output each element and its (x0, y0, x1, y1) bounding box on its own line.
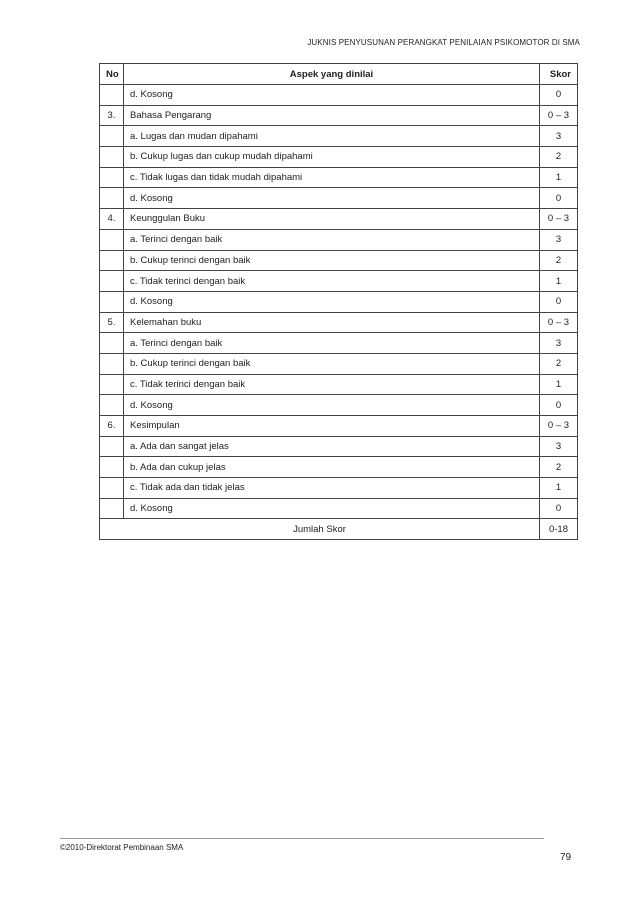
row-score: 0 – 3 (540, 312, 578, 333)
row-score: 0 – 3 (540, 105, 578, 126)
row-aspect: b. Cukup lugas dan cukup mudah dipahami (124, 147, 540, 168)
row-number (100, 250, 124, 271)
row-score: 0 (540, 188, 578, 209)
table-row (100, 457, 578, 478)
table-row (100, 478, 578, 499)
row-aspect: d. Kosong (124, 85, 540, 106)
row-aspect: d. Kosong (124, 498, 540, 519)
row-number (100, 457, 124, 478)
table-row (100, 85, 578, 106)
row-score: 0 – 3 (540, 416, 578, 437)
row-score: 1 (540, 167, 578, 188)
row-score: 2 (540, 353, 578, 374)
table-header-row (100, 64, 578, 85)
row-number: 6. (100, 416, 124, 437)
row-aspect: a. Terinci dengan baik (124, 229, 540, 250)
table-row (100, 271, 578, 292)
table-row (100, 250, 578, 271)
table-row (100, 374, 578, 395)
row-number: 3. (100, 105, 124, 126)
table-row (100, 416, 578, 437)
footer-copyright: ©2010-Direktorat Pembinaan SMA (60, 843, 184, 852)
row-aspect: a. Ada dan sangat jelas (124, 436, 540, 457)
row-score: 3 (540, 229, 578, 250)
row-number (100, 147, 124, 168)
row-aspect: c. Tidak terinci dengan baik (124, 374, 540, 395)
row-aspect: a. Lugas dan mudan dipahami (124, 126, 540, 147)
row-number (100, 436, 124, 457)
page-number: 79 (560, 852, 572, 863)
row-number: 4. (100, 209, 124, 230)
table-row (100, 188, 578, 209)
total-row (100, 519, 578, 540)
footer-divider (60, 838, 544, 839)
row-score: 0 (540, 395, 578, 416)
table-row (100, 209, 578, 230)
row-score: 1 (540, 374, 578, 395)
row-number (100, 374, 124, 395)
table-row (100, 498, 578, 519)
row-number: 5. (100, 312, 124, 333)
row-score: 2 (540, 250, 578, 271)
table-row (100, 436, 578, 457)
table-body (100, 85, 578, 519)
row-score: 0 (540, 291, 578, 312)
table-row (100, 229, 578, 250)
row-number (100, 395, 124, 416)
scoring-rubric-table (99, 63, 578, 540)
row-aspect: d. Kosong (124, 291, 540, 312)
table-row (100, 333, 578, 354)
column-header-no: No (100, 64, 124, 85)
row-aspect: b. Cukup terinci dengan baik (124, 353, 540, 374)
row-number (100, 498, 124, 519)
row-aspect: b. Cukup terinci dengan baik (124, 250, 540, 271)
row-number (100, 229, 124, 250)
row-number (100, 478, 124, 499)
row-aspect: d. Kosong (124, 188, 540, 209)
row-score: 3 (540, 126, 578, 147)
row-aspect: Keunggulan Buku (124, 209, 540, 230)
row-score: 1 (540, 478, 578, 499)
row-score: 0 (540, 498, 578, 519)
row-score: 3 (540, 436, 578, 457)
running-header: JUKNIS PENYUSUNAN PERANGKAT PENILAIAN PSIKOMOTOR DI SMA (307, 38, 580, 47)
row-score: 0 – 3 (540, 209, 578, 230)
total-score: 0-18 (540, 519, 578, 540)
row-score: 2 (540, 147, 578, 168)
table-row (100, 291, 578, 312)
row-aspect: Kelemahan buku (124, 312, 540, 333)
column-header-score: Skor (540, 64, 578, 85)
row-score: 0 (540, 85, 578, 106)
row-number (100, 85, 124, 106)
row-score: 1 (540, 271, 578, 292)
row-aspect: c. Tidak terinci dengan baik (124, 271, 540, 292)
row-number (100, 333, 124, 354)
row-number (100, 291, 124, 312)
table-row (100, 105, 578, 126)
row-score: 2 (540, 457, 578, 478)
total-label: Jumlah Skor (100, 519, 540, 540)
row-number (100, 271, 124, 292)
row-aspect: a. Terinci dengan baik (124, 333, 540, 354)
row-aspect: c. Tidak lugas dan tidak mudah dipahami (124, 167, 540, 188)
column-header-aspect: Aspek yang dinilai (124, 64, 540, 85)
row-aspect: c. Tidak ada dan tidak jelas (124, 478, 540, 499)
row-aspect: Bahasa Pengarang (124, 105, 540, 126)
row-number (100, 353, 124, 374)
row-score: 3 (540, 333, 578, 354)
table-row (100, 147, 578, 168)
table-row (100, 126, 578, 147)
row-number (100, 167, 124, 188)
row-number (100, 188, 124, 209)
row-aspect: Kesimpulan (124, 416, 540, 437)
table-row (100, 353, 578, 374)
row-aspect: d. Kosong (124, 395, 540, 416)
table-row (100, 395, 578, 416)
row-aspect: b. Ada dan cukup jelas (124, 457, 540, 478)
row-number (100, 126, 124, 147)
table-row (100, 312, 578, 333)
table-row (100, 167, 578, 188)
